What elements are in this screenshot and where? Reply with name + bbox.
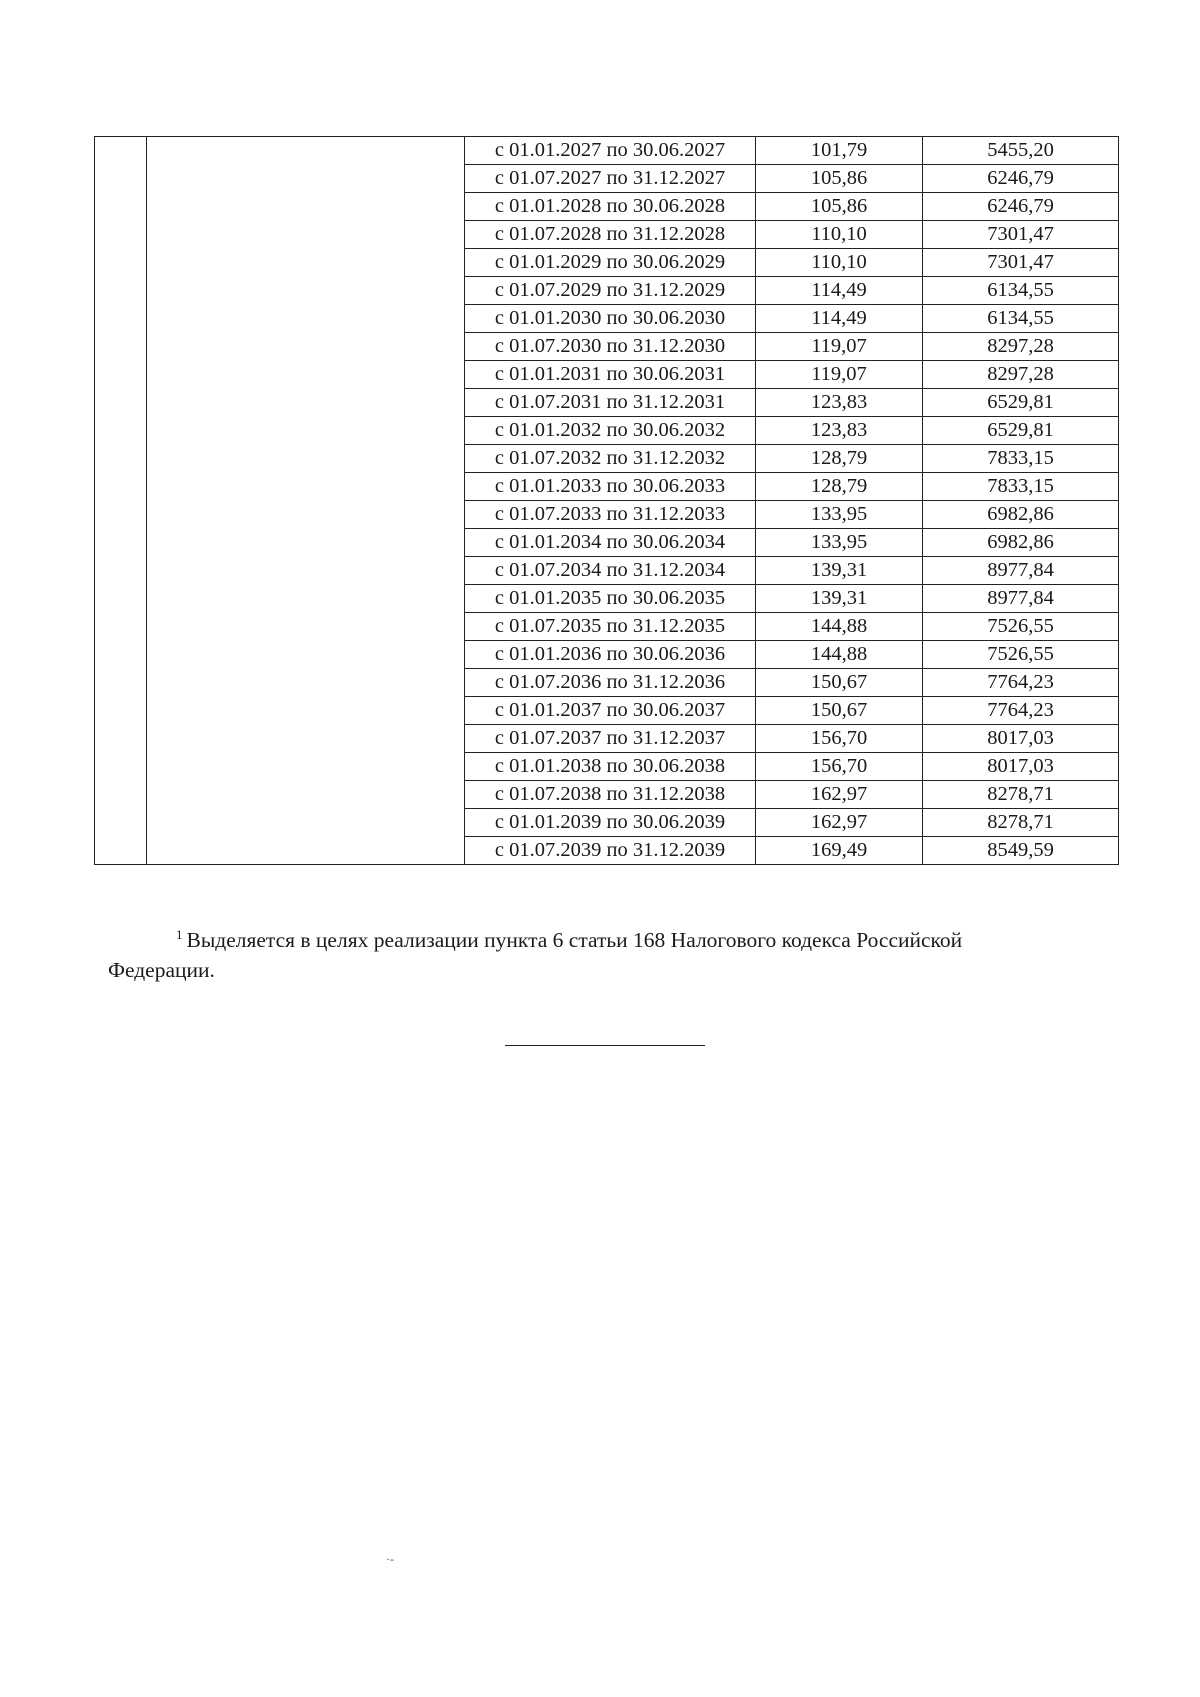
period-cell: с 01.07.2032 по 31.12.2032 [465,445,756,473]
tariff-cell: 156,70 [756,725,923,753]
amount-cell: 8278,71 [923,809,1119,837]
scan-speck: ·- [386,1552,394,1566]
amount-cell: 6134,55 [923,277,1119,305]
amount-cell: 7833,15 [923,445,1119,473]
amount-cell: 6529,81 [923,417,1119,445]
tariff-cell: 105,86 [756,193,923,221]
tariff-cell: 150,67 [756,697,923,725]
tariff-cell: 123,83 [756,417,923,445]
amount-cell: 7526,55 [923,613,1119,641]
amount-cell: 8278,71 [923,781,1119,809]
amount-cell: 6982,86 [923,529,1119,557]
period-cell: с 01.07.2036 по 31.12.2036 [465,669,756,697]
table-row [95,137,1119,165]
period-cell: с 01.07.2030 по 31.12.2030 [465,333,756,361]
tariff-table-body [95,137,1119,865]
tariff-cell: 123,83 [756,389,923,417]
amount-cell: 6246,79 [923,165,1119,193]
amount-cell: 8977,84 [923,557,1119,585]
period-cell: с 01.01.2036 по 30.06.2036 [465,641,756,669]
footnote-marker: 1 [176,926,183,942]
period-cell: с 01.01.2029 по 30.06.2029 [465,249,756,277]
amount-cell: 7526,55 [923,641,1119,669]
amount-cell: 7833,15 [923,473,1119,501]
period-cell: с 01.07.2037 по 31.12.2037 [465,725,756,753]
period-cell: с 01.07.2031 по 31.12.2031 [465,389,756,417]
footnote-text-line1: Выделяется в целях реализации пункта 6 статьи 168 Налогового кодекса Российской [186,928,963,952]
period-cell: с 01.01.2031 по 30.06.2031 [465,361,756,389]
tariff-cell: 162,97 [756,781,923,809]
period-cell: с 01.01.2034 по 30.06.2034 [465,529,756,557]
period-cell: с 01.07.2029 по 31.12.2029 [465,277,756,305]
amount-cell: 6246,79 [923,193,1119,221]
period-cell: с 01.07.2033 по 31.12.2033 [465,501,756,529]
period-cell: с 01.01.2027 по 30.06.2027 [465,137,756,165]
tariff-cell: 101,79 [756,137,923,165]
amount-cell: 5455,20 [923,137,1119,165]
tariff-cell: 119,07 [756,361,923,389]
tariff-cell: 110,10 [756,249,923,277]
tariff-cell: 114,49 [756,277,923,305]
tariff-table [94,136,1119,865]
empty-number-cell [95,137,147,865]
period-cell: с 01.07.2034 по 31.12.2034 [465,557,756,585]
period-cell: с 01.07.2039 по 31.12.2039 [465,837,756,865]
amount-cell: 6982,86 [923,501,1119,529]
period-cell: с 01.07.2028 по 31.12.2028 [465,221,756,249]
period-cell: с 01.07.2038 по 31.12.2038 [465,781,756,809]
period-cell: с 01.01.2030 по 30.06.2030 [465,305,756,333]
tariff-cell: 139,31 [756,585,923,613]
amount-cell: 7764,23 [923,669,1119,697]
period-cell: с 01.01.2038 по 30.06.2038 [465,753,756,781]
tariff-cell: 162,97 [756,809,923,837]
tariff-cell: 144,88 [756,641,923,669]
period-cell: с 01.01.2035 по 30.06.2035 [465,585,756,613]
tariff-cell: 133,95 [756,501,923,529]
period-cell: с 01.01.2039 по 30.06.2039 [465,809,756,837]
tariff-cell: 133,95 [756,529,923,557]
period-cell: с 01.01.2037 по 30.06.2037 [465,697,756,725]
tariff-cell: 119,07 [756,333,923,361]
tariff-cell: 156,70 [756,753,923,781]
period-cell: с 01.01.2028 по 30.06.2028 [465,193,756,221]
amount-cell: 8549,59 [923,837,1119,865]
empty-name-cell [147,137,465,865]
amount-cell: 8977,84 [923,585,1119,613]
tariff-cell: 128,79 [756,473,923,501]
tariff-cell: 169,49 [756,837,923,865]
tariff-cell: 139,31 [756,557,923,585]
period-cell: с 01.07.2027 по 31.12.2027 [465,165,756,193]
tariff-cell: 144,88 [756,613,923,641]
amount-cell: 8297,28 [923,361,1119,389]
tariff-cell: 105,86 [756,165,923,193]
tariff-cell: 114,49 [756,305,923,333]
period-cell: с 01.01.2033 по 30.06.2033 [465,473,756,501]
tariff-cell: 110,10 [756,221,923,249]
amount-cell: 7301,47 [923,249,1119,277]
amount-cell: 7764,23 [923,697,1119,725]
footnote [108,925,1108,985]
tariff-cell: 128,79 [756,445,923,473]
period-cell: с 01.07.2035 по 31.12.2035 [465,613,756,641]
amount-cell: 6529,81 [923,389,1119,417]
amount-cell: 6134,55 [923,305,1119,333]
footnote-text-line2: Федерации. [108,958,215,982]
tariff-cell: 150,67 [756,669,923,697]
amount-cell: 8297,28 [923,333,1119,361]
end-separator-line [505,1045,705,1046]
amount-cell: 8017,03 [923,725,1119,753]
amount-cell: 8017,03 [923,753,1119,781]
amount-cell: 7301,47 [923,221,1119,249]
period-cell: с 01.01.2032 по 30.06.2032 [465,417,756,445]
